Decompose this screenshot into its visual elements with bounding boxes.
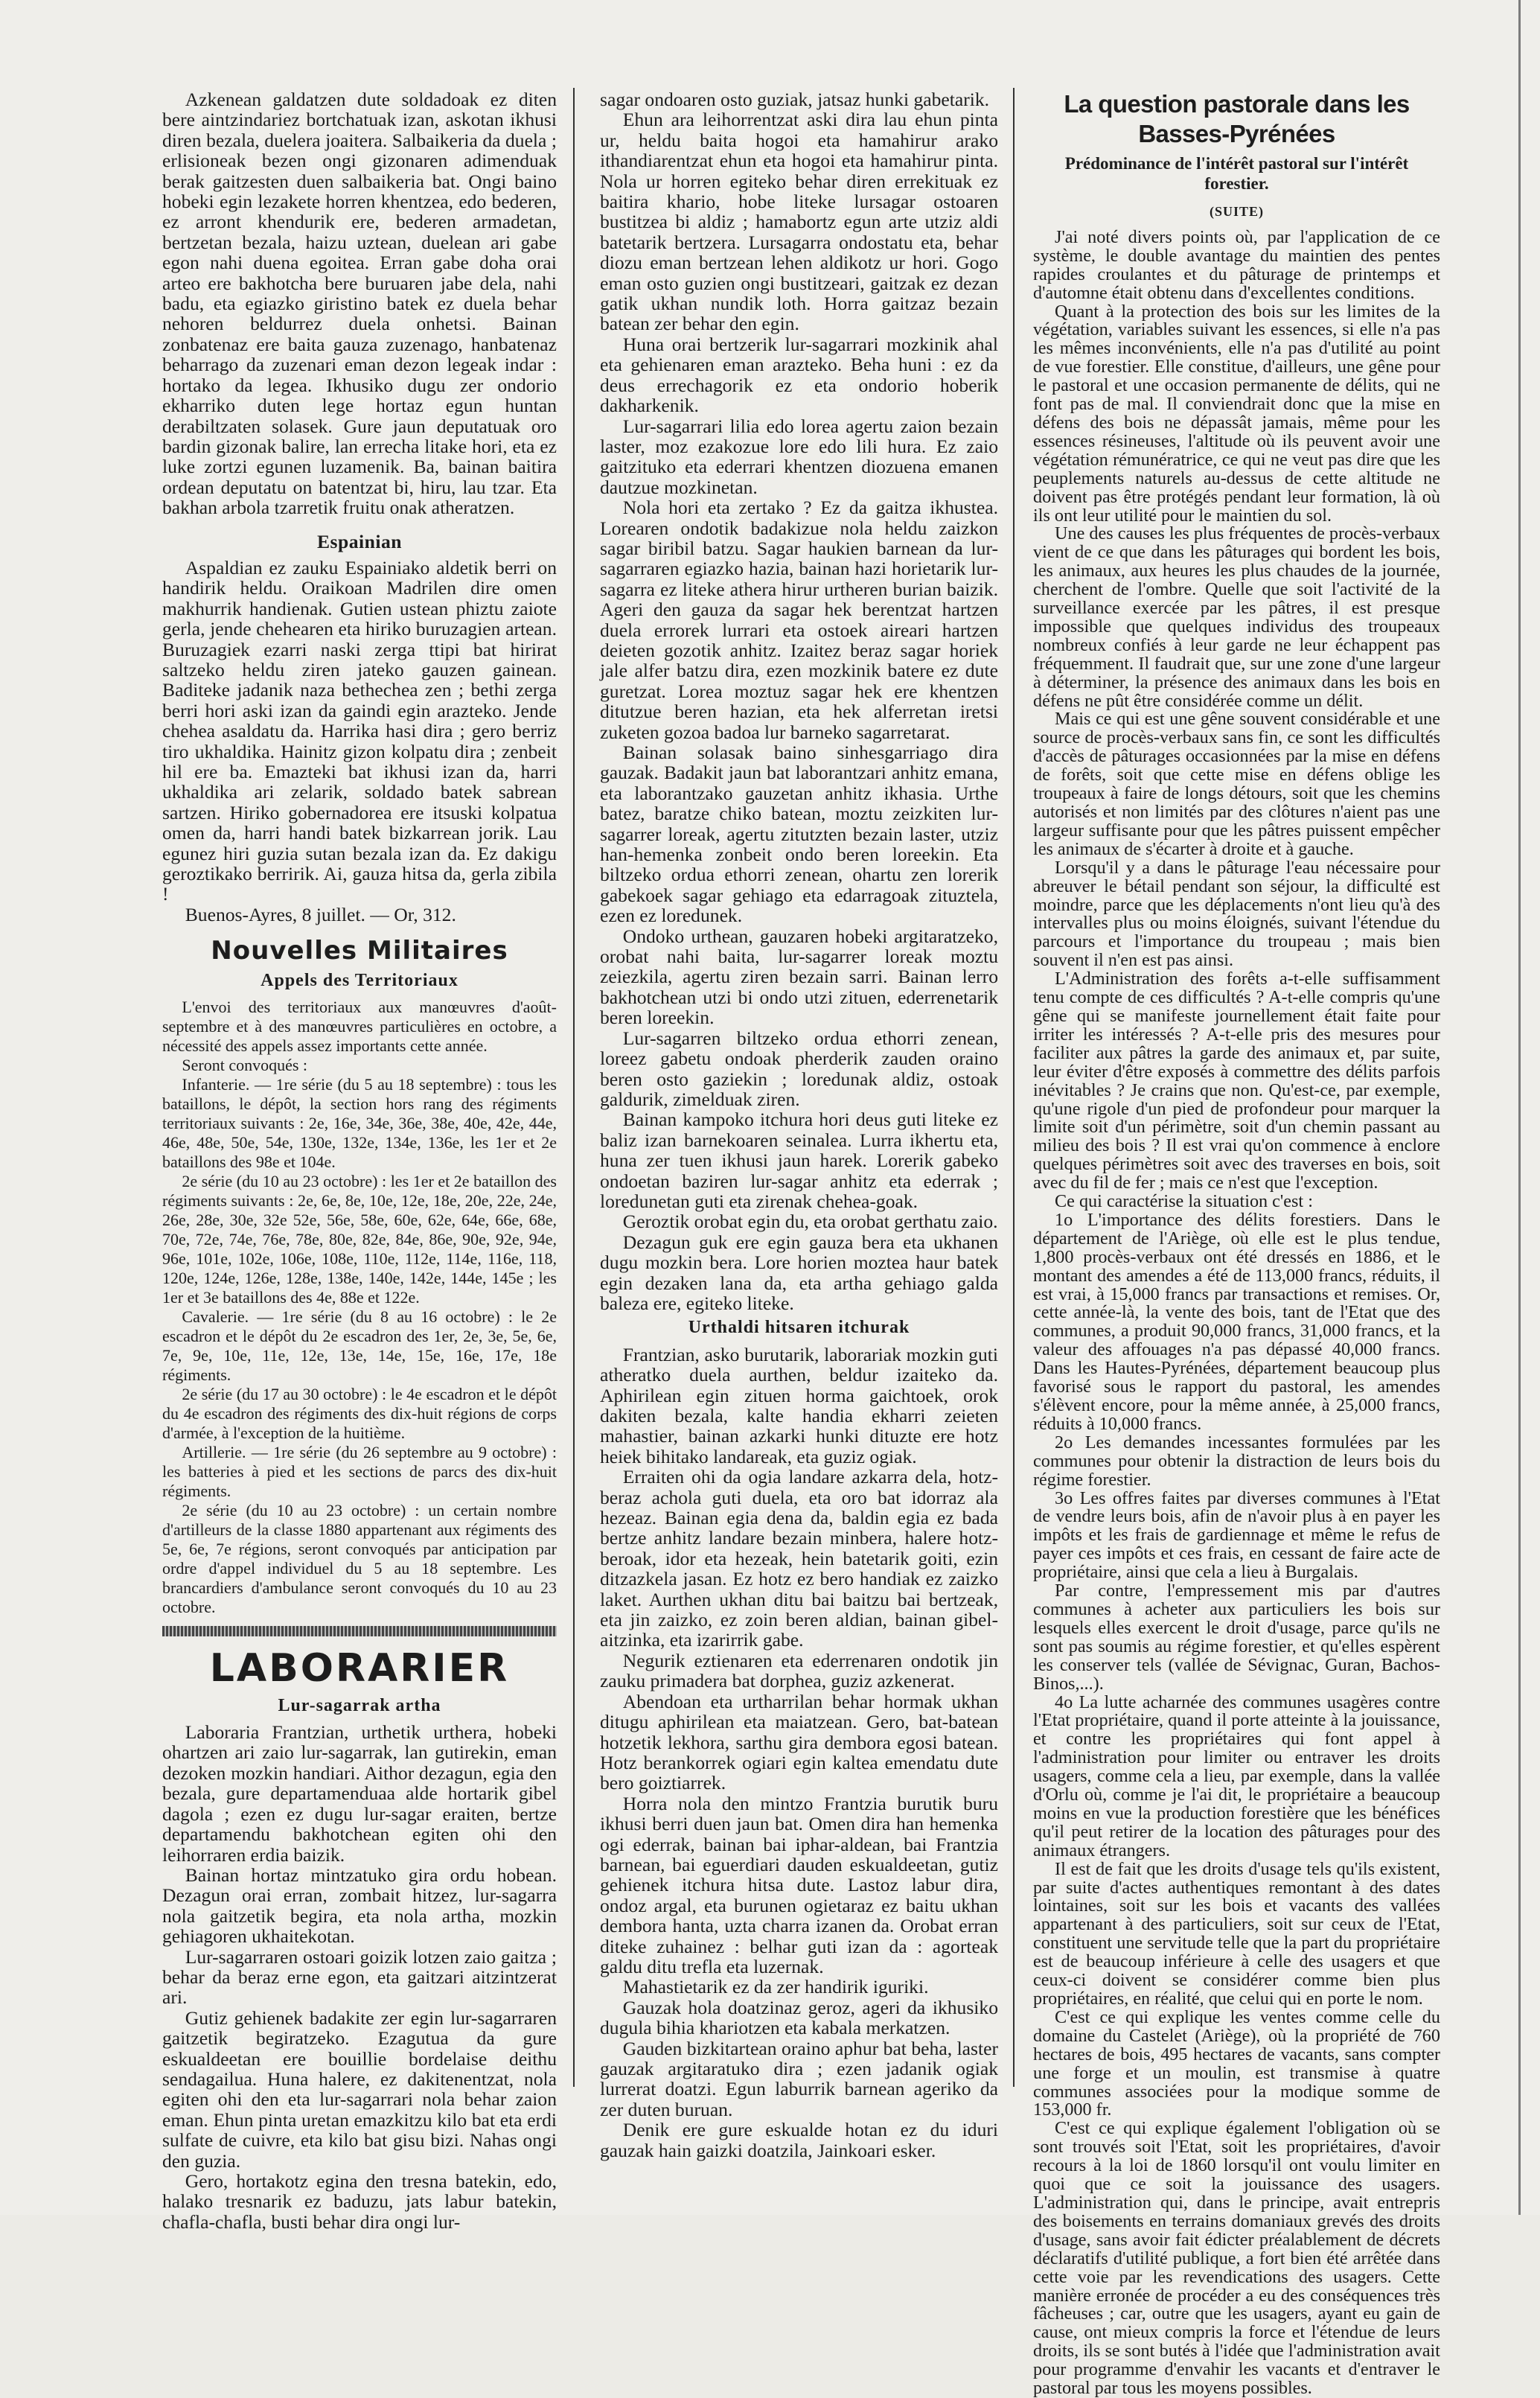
column-rule — [1013, 88, 1015, 2087]
paragraph: Ondoko urthean, gauzaren hobeki argitaratzeko, orobat nahi baita, lur-sagarrer loreak moztu zeiezkila, agertu ziren bezain sarri. Bainan lerro bakhotchean utzi bi ondo utzi zituen, ederrenetarik beren loreekin. — [600, 925, 998, 1029]
paragraph: Ce qui caractérise la situation c'est : — [1055, 1191, 1313, 1212]
paragraph: Une des causes les plus fréquentes de procès-verbaux vient de ce que dans les pâturages qui bordent les bois, les animaux, aux heures les plus chaudes de la journée, cherchent de l'ombre. Quelle que soit l'activité de la surveillance exercée par les pâtres, il est presque impossible que quelques individus des troupeaux nombreux confiés à leur garde ne leur échappent pas fréquemment. Il faudrait que, sur une zone d'une largeur à déterminer, la présence des animaux dans les bois en défens ne pût être considérée comme un délit. — [1033, 523, 1440, 711]
paragraph: Quant à la protection des bois sur les limites de la végétation, variables suivant les essences, si elle n'a pas les mêmes inconvénients, elle n'a pas d'utilité au point de vue forestier. Elle constitue, d'ailleurs, une gêne pour le pastoral et une occasion permanente de délits, qui ne font pas de mal. Il conviendrait donc que la mise en défens des bois ne dépassât jamais, même pour les essences résineuses, l'altitude où ils peuvent avoir une végétation rémunératrice, ce qui ne veut pas dire que les peuplements naturels au-dessus de cette altitude ne doivent pas être protégés pendant leur formation, là où ils ont leur utilité pour le maintien du sol. — [1033, 301, 1440, 526]
column-2 — [600, 89, 998, 2170]
paragraph: Erraiten ohi da ogia landare azkarra dela, hotz-beraz achola guti duela, eta oro bat idorraz ala hezeaz. Bainan egia dena da, baldin egia ez bada bertze anhitz landare bezain minbera, halere hotz-beroak, idor eta hezeak, hein batetarik goiti, ezin ditzazkela jasan. Ez hotz ez bero handiak ez zaizko laket. Aurthen ukhan ditu bai baitzu bai bertzeak, eta jin zaizko, ez zoin beren aldian, bainan gibel-aitzinka, eta izarirrik gabe. — [600, 1466, 998, 1651]
paragraph: Azkenean galdatzen dute soldadoak ez diten bere aintzindariez bortchatuak izan, askotan ikhusi diren bezala, duelera joaitera. Salbaikeria da duela ; erlisioneak bezen ongi gizonaren adimenduak berak gaitzesten duen salbaikeria bat. Ongi baino hobeki egin lezakete horren khentzea, edo bederen, ez arront khendurik ere, bederen armadetan, bertzetan bezala, haizu uztean, duelean ari gabe egon nahi duena egoitea. Erran gabe doha orai arteo ere bakhotcha bere buruaren jabe dela, nahi badu, eta egiazko giristino batek ez duela behar nehoren beldurrez duela onhetsi. Bainan zonbatenaz ere baita gauza zuzenago, hanbatenaz beharrago da zuzenari eman dezon legeak indar : hortako da legea. Ikhusiko dugu zer ondorio ekharriko duten lege hortaz egun huntan derabiltzaten solasek. Gure jaun deputatuak oro bardin gizonak balire, lan errecha litake hori, eta ez luke zortzi egunen luzamenik. Ba, bainan baitira ordean deputatu on batentzat bi, hiru, lau tzar. Eta bakhan arbola tzarretik fruitu onak atheratzen. — [162, 89, 557, 519]
paragraph: Mais ce qui est une gêne souvent considérable et une source de procès-verbaux sans fin, ce sont les difficultés d'accès de pâturages occasionnées par la mise en défens de forêts, soit que cette mise en défens oblige les troupeaux à faire de longs détours, soit que les chemins autorisés et non limités par des clôtures n'aient pas une largeur suffisante pour que les pâtres puissent empêcher les animaux de s'écarter à droite et à gauche. — [1033, 709, 1440, 859]
paragraph: Frantzian, asko burutarik, laborariak mozkin guti atheratko duela aurthen, beldur izaiteko da. Aphirilean egin zituen horma gaichtoek, orok dakiten bezala, kalte handia ekharri zeieten mahastier, bainan azkarki hunki dituzte ere hotz heiek bihitako landareak, eta guziz ogiak. — [600, 1343, 998, 1467]
paragraph: 2e série (du 10 au 23 octobre) : un certain nombre d'artilleurs de la classe 1880 appartenant aux régiments des 5e, 6e, 7e régions, seront convoqués par anticipation par ordre d'appel individuel du 5 au 18 septembre. Les brancardiers d'ambulance seront convoqués du 10 au 23 octobre. — [162, 1500, 557, 1616]
paragraph: C'est ce qui explique les ventes comme celle du domaine du Castelet (Ariège), où la propriété de 760 hectares de bois, 495 hectares de vacants, sans compter une forge et un moulin, est transmise à quatre communes associées pour la modique somme de 153,000 fr. — [1033, 2006, 1440, 2120]
paragraph: Ehun ara leihorrentzat aski dira lau ehun pinta ur, heldu baita hogoi eta hamahirur arako ithandiarentzat ehun eta hogoi eta hamahirur pinta. Nola ur horren egiteko behar diren errekituak ez baitira khario, hobe liteke lursagar ostoaren bustitzea bi aldiz ; hamabortz egun arte utziz aldi batetarik bertzera. Lursagarra ondostatu eta, behar diozu eman bertzean lehen aldikotz ur hori. Gogo eman osto guzien ongi bustitzeari, gaitzak ez dezan gatik ukhan nundik loth. Horra gaitzaz bezain batean zer behar den egin. — [600, 109, 998, 335]
paragraph: Bainan hortaz mintzatuko gira ordu hobean. Dezagun orai erran, zombait hitzez, lur-sagarra nola gaitzetik begira, eta nola artha, mozkin gehiagoren ukhaitekotan. — [162, 1863, 557, 1948]
paragraph: C'est ce qui explique également l'obligation où se sont trouvés soit l'Etat, soit les propriétaires, d'avoir recours à la loi de 1860 lorsqu'il ont voulu limiter en quoi que ce soit la jouissance des usagers. L'administration qui, dans le principe, avait entrepris des boisements en terrains domaniaux grevés des droits d'usage, sans avoir fait édicter préalablement de décrets déclaratifs d'utilité publique, a fort bien été arrêtée dans cette voie par les revendications des usagers. Cette manière erronée de procéder a eu des conséquences très fâcheuses ; car, outre que les usagers, ayant eu gain de cause, ont mieux compris la force et l'étendue de leurs droits, ils se sont butés à l'idée que l'administration avait pour programme d'envahir les vacants et d'entraver le pastoral par tous les moyens possibles. — [1033, 2118, 1440, 2398]
subheading-urthaldi: Urthaldi hitsaren itchurak — [688, 1318, 910, 1338]
paragraph: 2e série (du 10 au 23 octobre) : les 1er et 2e bataillon des régiments suivants : 2e, 6e, 8e, 10e, 12e, 18e, 20e, 22e, 24e, 26e, 28e, 30e, 32e 52e, 56e, 58e, 60e, 62e, 64e, 66e, 68e, 70e, 72e, 74e, 76e, 78e, 80e, 82e, 84e, 86e, 90e, 92e, 94e, 96e, 101e, 102e, 106e, 108e, 110e, 112e, 114e, 116e, 118, 120e, 124e, 126e, 128e, 138e, 140e, 142e, 144e, 145e ; les 1er et 3e bataillons des 4e, 88e et 122e. — [162, 1171, 557, 1307]
paragraph: Lur-sagarraren ostoari goizik lotzen zaio gaitza ; behar da beraz erne egon, eta gaitzari aitzintzerat ari. — [162, 1945, 557, 2009]
paragraph: Gutiz gehienek badakite zer egin lur-sagarraren gaitzetik begiratzeko. Ezagutua da gure eskualdeetan ere bouillie bordelaise deithu sendagailua. Huna halere, ez dakitenentzat, nola egiten ohi den eta lur-sagarrari nola behar zaion eman. Ehun pinta uretan emazkitzu kilo bat eta erdi sulfate de cuivre, eta kilo bat gisu bizi. Nahas ongi den guzia. — [162, 2006, 557, 2172]
continued-label: (SUITE) — [1209, 204, 1264, 219]
paragraph: Dezagun guk ere egin gauza bera eta ukhanen dugu mozkin bera. Lore horien moztea haur batek egin dezaken lana da, eta artha gehiago galda baleza ere, egiteko liteke. — [600, 1231, 998, 1314]
article-headline: La question pastorale dans les Basses-Pyrénées — [1064, 90, 1410, 147]
section-heading-espainian: Espainian — [316, 530, 403, 552]
paragraph: Lur-sagarrari lilia edo lorea agertu zaion bezain laster, moz ezakozue lore edo lili hura. Ez zaio gaitzituko eta ederrari khentzen diozuena emanen dautzue mozkinetan. — [600, 415, 998, 498]
paragraph: Gauzak hola doatzinaz geroz, ageri da ikhusiko dugula bihia khariotzen eta kabala merkatzen. — [600, 1996, 998, 2039]
paragraph: Geroztik orobat egin du, eta orobat gerthatu zaio. — [622, 1211, 998, 1233]
paragraph: Bainan solasak baino sinhesgarriago dira gauzak. Badakit jaun bat laborantzari anhitz emana, eta laborantzako gauzetan anhitz ikhasia. Urthe batez, baratze chiko batean, moztu zeizkiten lur-sagarrer loreak, agertu zitutzten bezain laster, utziz han-hemenka zonbeit ondo beren loreekin. Eta biltzeko ordua ethorri zenean, ohartu zen lorerik gabekoek sagar gehiago eta edarragoak zituztela, ezen ez loredunek. — [600, 742, 998, 927]
paragraph: L'Administration des forêts a-t-elle suffisamment tenu compte de ces difficultés ? A-t-elle compris qu'une gêne qui se manifeste journellement était faite pour irriter les intéressés ? A-t-elle pris des mesures pour faciliter aux pâtres la garde des animaux et, par suite, leur éviter d'être exposés à commettre des délits parfois inévitables ? Je crains que non. Qu'est-ce, par exemple, qu'une rigole d'un pied de profondeur pour marquer la limite soit d'un périmètre, soit d'un chemin passant au milieu des bois ? Il est vrai qu'on commence à enclore quelques périmètres soit avec des traverses en bois, soit avec du fil de fer ; mais ce n'est que l'exception. — [1033, 969, 1440, 1193]
paragraph: L'envoi des territoriaux aux manœuvres d'août-septembre et à des manœuvres particulières en octobre, a nécessité des appels assez importants cette année. — [162, 997, 557, 1055]
paragraph: Par contre, l'empressement mis par d'autres communes à acheter aux particuliers les bois sur lesquels elles exercent le droit d'usage, parce qu'ils ne sont pas soumis au régime forestier, et qu'elles espèrent les conserver tels (vallée de Sévignac, Guran, Bachos-Binos,...). — [1033, 1581, 1440, 1694]
paragraph: 2o Les demandes incessantes formulées par les communes pour obtenir la distraction de leurs bois du régime forestier. — [1033, 1432, 1440, 1490]
paragraph: Cavalerie. — 1re série (du 8 au 16 octobre) : le 2e escadron et le dépôt du 2e escadron des 1er, 2e, 3e, 5e, 6e, 7e, 9e, 10e, 11e, 12e, 13e, 14e, 15e, 16e, 17e, 18e régiments. — [162, 1307, 557, 1384]
article-deck: Prédominance de l'intérêt pastoral sur l'intérêt forestier. — [1064, 154, 1409, 193]
subheading-appels: Appels des Territoriaux — [261, 971, 459, 991]
paragraph: Bainan kampoko itchura hori deus guti liteke ez baliz izan barnekoaren seinalea. Lurra ikhertu eta, huna zer tuen ikhusi jaun harek. Lorerik gabeko ondoetan baziren lur-sagar anhitz eta ederrak ; loredunetan guti eta zirenak chehea-goak. — [600, 1109, 998, 1212]
paragraph: Mahastietarik ez da zer handirik iguriki. — [622, 1976, 929, 1998]
paragraph: Horra nola den mintzo Frantzia burutik buru ikhusi berri duen jaun bat. Omen dira han hemenka ogi ederrak, bainan bai iphar-aldean, bai Frantzia barnean, bai eguerdiari dauden eskualdeetan, gutiz gehienek itchura hitsa dute. Lastoz labur dira, ondoz argal, eta burunen ogietaraz ez baitu ukhan dembora hanta, uzta charra izanen da. Orobat erran diteke zuhainez : belhar guti izan da : agorteak galdu ditu trefla eta luzernak. — [600, 1792, 998, 1977]
section-heading-laborarier: LABORARIER — [209, 1645, 510, 1691]
paragraph: 3o Les offres faites par diverses communes à l'Etat de vendre leurs bois, afin de n'avoir plus à en payer les impôts et les frais de gardiennage et même le refus de payer ces impôts et ces frais, en cessant de faire acte de propriétaire, ainsi que cela a lieu à Burgalais. — [1033, 1487, 1440, 1583]
paragraph: 4o La lutte acharnée des communes usagères contre l'Etat propriétaire, quand il porte atteinte à la jouissance, et contre les propriétaires qui font appel à l'administration pour limiter ou entraver les droits usagers, comme cela a lieu, par exemple, dans la vallée d'Orlu où, comme je l'ai dit, le propriétaire a beaucoup moins en vue la production forestière que les bénéfices qu'il peut retirer de la location des pâturages pour des animaux étrangers. — [1033, 1691, 1440, 1860]
section-heading-nouvelles-militaires: Nouvelles Militaires — [211, 936, 508, 966]
column-rule — [573, 88, 575, 2087]
paragraph: Seront convoqués : — [182, 1055, 308, 1074]
column-1 — [162, 89, 557, 2233]
paragraph: Laboraria Frantzian, urthetik urthera, hobeki ohartzen ari zaio lur-sagarrak, lan gutirekin, eman dezoken mozkin handiari. Aithor dezagun, egia den bezala, gure departamenduaa alde hortarik gibel dagola ; ezen ez dugu lur-sagar eraiten, bertze departamendu bakhotchean egiten ohi den leihorraren erdia baizik. — [162, 1721, 557, 1866]
page-edge — [1518, 0, 1521, 2215]
paragraph: sagar ondoaren osto guziak, jatsaz hunki gabetarik. — [600, 89, 990, 110]
paragraph: Denik ere gure eskualde hotan ez du iduri gauzak hain gaizki doatzila, Jainkoari esker. — [600, 2119, 998, 2161]
paragraph: Gauden bizkitartean oraino aphur bat beha, laster gauzak argitaratuko dira ; ezen jadanik ogiak lurrerat doatzi. Egun laburrik barnean ageriko da zer duten buruan. — [600, 2037, 998, 2120]
paragraph: 2e série (du 17 au 30 octobre) : le 4e escadron et le dépôt du 4e escadron des régiments des dix-huit régions de corps d'armée, à l'exception de la huitième. — [162, 1384, 557, 1442]
subheading-lur-sagarrak: Lur-sagarrak artha — [278, 1695, 441, 1715]
paragraph: Artillerie. — 1re série (du 26 septembre au 9 octobre) : les batteries à pied et les sections de parcs des dix-huit régiments. — [162, 1442, 557, 1500]
paragraph: Huna orai bertzerik lur-sagarrari mozkinik ahal eta gehienaren eman arazteko. Beha huni : ez da deus errechagorik ez eta ondorio hoberik dakharkenik. — [600, 333, 998, 417]
paragraph: J'ai noté divers points où, par l'application de ce système, le double avantage du maintien des pentes rapides croulantes et du pâturage de printemps et d'automne était obtenu dans d'excellentes conditions. — [1033, 226, 1440, 303]
paragraph: Negurik eztienaren eta ederrenaren ondotik jin zauku primadera bat dorphea, guziz azkenerat. — [600, 1649, 998, 1692]
paragraph: Lorsqu'il y a dans le pâturage l'eau nécessaire pour abreuver le bétail pendant son séjour, la difficulté est moindre, parce que les déplacements n'ont lieu qu'à des intervalles plus ou moins éloignés, suivant l'étendue du parcours et l'importance du troupeau ; mais bien souvent il n'en est pas ainsi. — [1033, 857, 1440, 971]
decorative-rule — [162, 1626, 557, 1636]
paragraph: Abendoan eta urtharrilan behar hormak ukhan ditugu aphirilean eta maiatzean. Gero, bat-batean hotzetik lekhora, sarthu gira dembora egosi batean. Hotz berankorrek ogiari egin kaltea emendatu dute bero goiztiarrek. — [600, 1690, 998, 1794]
paragraph: Lur-sagarren biltzeko ordua ethorri zenean, loreez gabetu ondoak pherderik zauden oraino beren osto gaziekin ; loredunak aldiz, ostoak galdurik, zimelduak ziren. — [600, 1027, 998, 1110]
column-3 — [1033, 89, 1440, 2398]
paragraph: Gero, hortakotz egina den tresna batekin, edo, halako tresnarik ez baduzu, jats labur batekin, chafla-chafla, busti behar dira ongi lur- — [162, 2170, 557, 2233]
dateline: Buenos-Ayres, 8 juillet. — Or, 312. — [185, 903, 456, 925]
paragraph: Aspaldian ez zauku Espainiako aldetik berri on handirik heldu. Oraikoan Madrilen dire omen makhurrik handienak. Gutien ustean phiztu zaiote gerla, jende chehearen eta hiriko buruzagien artean. Buruzagiek ezarri naski zerga ttipi bat hirirat saltzeko heldu ziren jateko gauzen gainean. Baditeke jadanik naza bethechea zen ; bethi zerga berri hori aski izan da gaindi egin arazteko. Jende chehea asaldatu da. Harrika hasi dira ; gero berriz tiro ukhaldika. Hainitz gizon kolpatu dira ; zenbeit hil ere ba. Emazteki bat ikhusi izan da, harri ukhaldika ari zelarik, soldado batek sabrean sartzen. Hiriko gobernadorea ere itsuski kolpatua omen da, harri handi batek bizkarrean jorik. Lau egunez hiri guzia sutan bezala izan da. Ez dakigu geroztikako berririk. Ai, gauza hitsa da, gerla zibila ! — [162, 556, 557, 905]
paragraph: Infanterie. — 1re série (du 5 au 18 septembre) : tous les bataillons, le dépôt, la section hors rang des régiments territoriaux suivants : 2e, 16e, 34e, 36e, 38e, 40e, 42e, 44e, 46e, 48e, 50e, 54e, 130e, 132e, 134e, 136e, les 1er et 2e bataillons des 98e et 104e. — [162, 1074, 557, 1171]
paragraph: 1o L'importance des délits forestiers. Dans le département de l'Ariège, où elle est le plus tendue, 1,800 procès-verbaux ont été dressés en 1886, et le montant des amendes a été de 113,000 francs, réduits, il est vrai, à 15,000 francs par transactions et remises. Or, cette année-là, la vente des bois, tant de l'Etat que des communes, a produit 90,000 francs, 31,000 francs, et la valeur des affouages n'a pas dépassé 40,000 francs. Dans les Hautes-Pyrénées, département beaucoup plus favorisé sous le rapport du pastoral, les amendes s'élèvent encore, pour la même année, à 25,000 francs, réduits à 10,000 francs. — [1033, 1209, 1440, 1434]
paragraph: Il est de fait que les droits d'usage tels qu'ils existent, par suite d'actes authentiques remontant à des dates lointaines, soit sur les bois et vacants des vallées appartenant à des particuliers, soit sur ceux de l'Etat, constituent une servitude telle que la part du propriétaire est de beaucoup inférieure à celle des usagers et que ceux-ci doivent se considérer comme bien plus propriétaires, en réalité, que celui qui en porte le nom. — [1033, 1858, 1440, 2009]
paragraph: Nola hori eta zertako ? Ez da gaitza ikhustea. Lorearen ondotik badakizue nola heldu zaizkon sagar biribil batzu. Sagar haukien barnean da lur-sagarraren egiazko hazia, bainan hazi horietarik lur-sagarra ez liteke athera hirur urtheren burian baizik. Ageri den gauza da sagar hek berentzat hartzen duela errorek lurrari eta ostoek aireari hartzen deieten gozotik anhitz. Izaitez beraz sagar horiek jale alfer batzu dira, ezen mozkinik batere ez dute guretzat. Lorea moztuz sagar hek ere khentzen ditutzue beren hazian, eta hek alferretan iretsi zuketen gozoa badoa lur barneko sagarretarat. — [600, 497, 998, 743]
